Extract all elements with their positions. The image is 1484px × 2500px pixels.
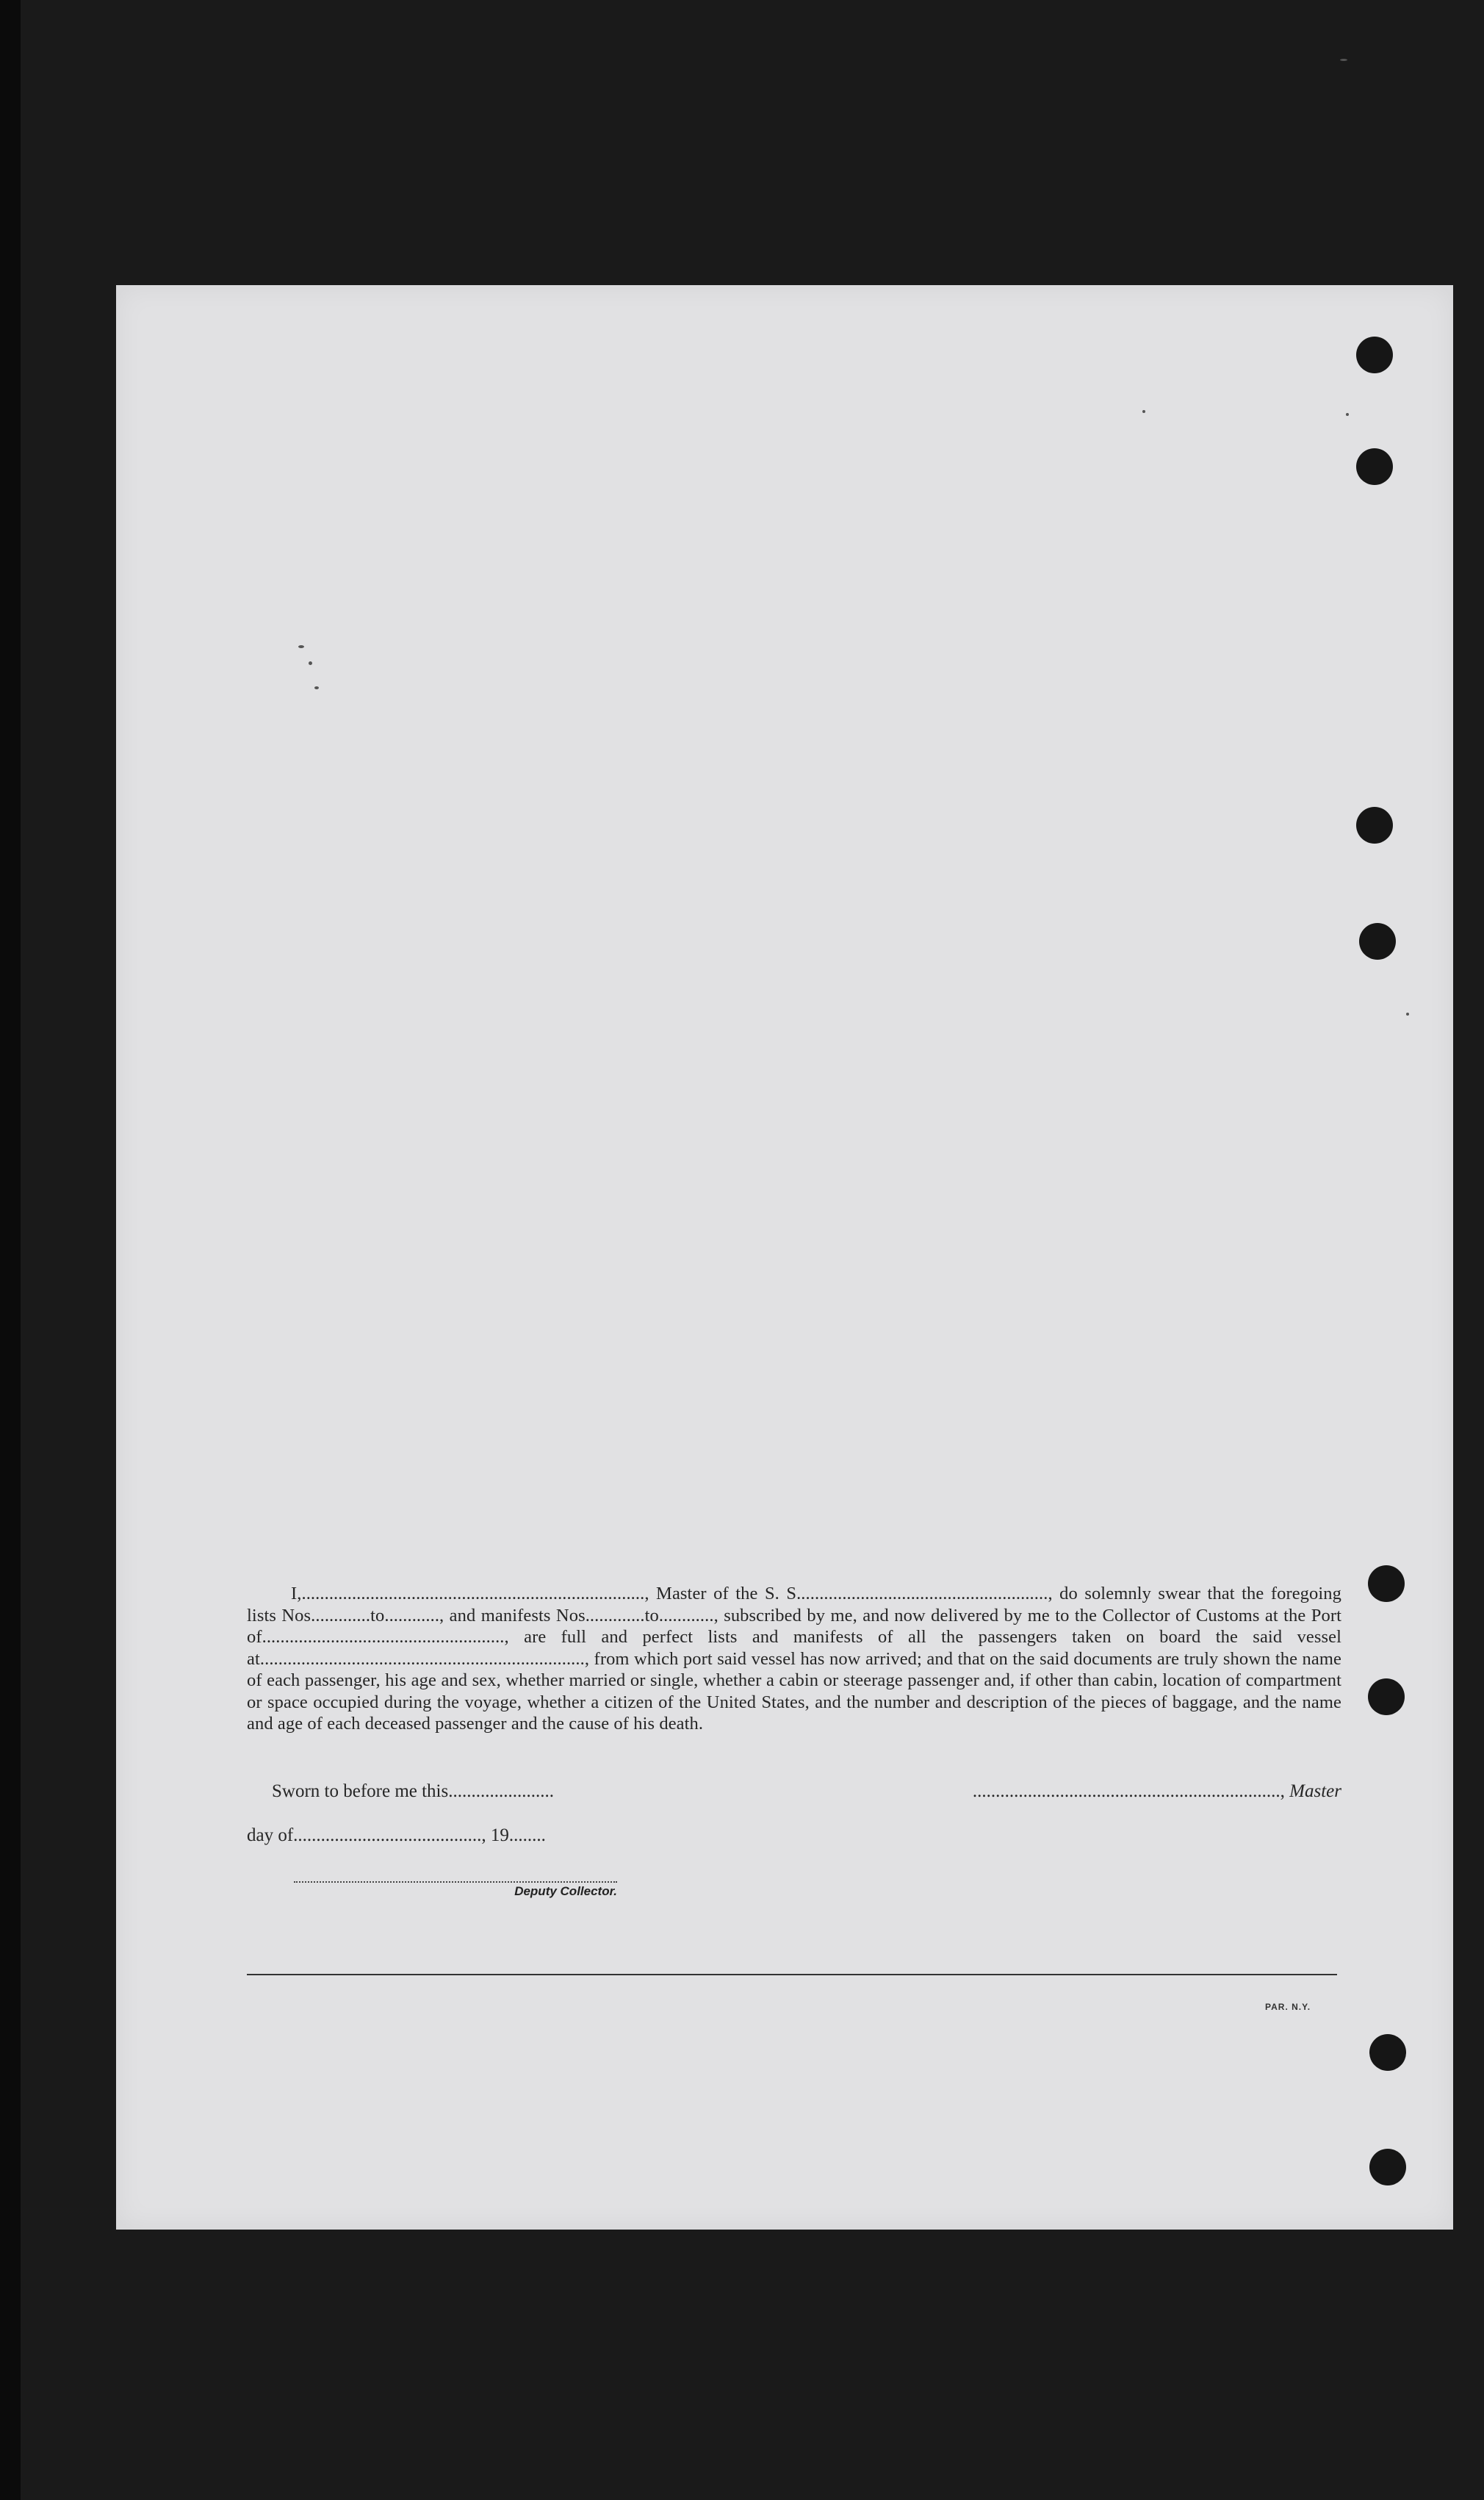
deputy-signature-line: [294, 1881, 617, 1899]
sworn-line: Sworn to before me this.......................: [272, 1781, 554, 1801]
dust-speck: [298, 645, 304, 648]
scan-edge: [0, 0, 21, 2500]
master-label: Master: [1289, 1781, 1341, 1801]
punch-hole: [1368, 1678, 1405, 1715]
deputy-collector-label: Deputy Collector.: [514, 1884, 617, 1898]
bottom-rule: [247, 1974, 1337, 1975]
dust-speck: [1340, 59, 1347, 61]
dust-speck: [1142, 410, 1145, 413]
punch-hole: [1369, 2034, 1406, 2071]
punch-hole: [1359, 923, 1396, 960]
manifest-sheet: [116, 285, 1453, 2230]
printer-mark: PAR. N.Y.: [1265, 2002, 1311, 2012]
dust-speck: [314, 686, 319, 689]
punch-hole: [1368, 1565, 1405, 1602]
punch-hole: [1356, 337, 1393, 373]
dust-speck: [1406, 1013, 1409, 1016]
oath-paragraph: I,..........................................................................., Master of the S. S......................................................., do solemnly swear that the foregoing lists Nos.............to............, and manifests Nos.............to............, subscribed by me, and now delivered by me to the Collector of Customs at the Port of....................................................., are full and perfect lists and manifests of all the passengers taken on board the said vessel at......................................................................., from which port said vessel has now arrived; and that on the said documents are truly shown the name of each passenger, his age and sex, whether married or single, whether a cabin or steerage passenger and, if other than cabin, location of compartment or space occupied during the voyage, whether a citizen of the United States, and the number and description of the pieces of baggage, and the name and age of each deceased passenger and the cause of his death.: [247, 1584, 1341, 1734]
punch-hole: [1356, 448, 1393, 485]
punch-hole: [1369, 2149, 1406, 2185]
master-signature: [973, 1781, 1341, 1802]
master-dots: ...................................................................,: [972, 1781, 1290, 1801]
punch-hole: [1356, 807, 1393, 844]
day-line: day of........................................., 19........: [247, 1825, 546, 1845]
dust-speck: [1346, 413, 1349, 416]
dust-speck: [309, 661, 312, 665]
